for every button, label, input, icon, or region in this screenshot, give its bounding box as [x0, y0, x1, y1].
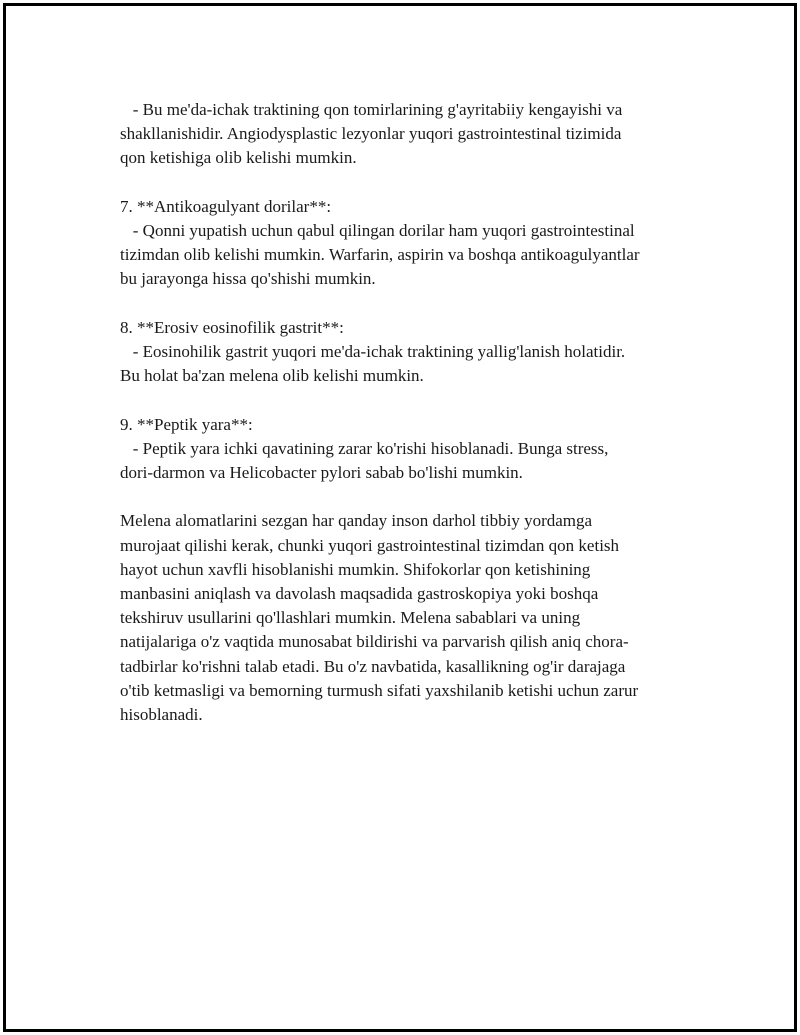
paragraph-gap	[120, 485, 700, 509]
list-item-9	[120, 413, 700, 486]
angiodysplasia-paragraph	[120, 98, 700, 171]
text-line: Melena alomatlarini sezgan har qanday inson darhol tibbiy yordamga	[120, 511, 593, 531]
paragraph-gap	[120, 292, 700, 316]
text-line: tadbirlar ko'rishni talab etadi. Bu o'z navbatida, kasallikning og'ir darajaga	[120, 656, 626, 676]
paragraph-gap	[120, 171, 700, 195]
text-line: natijalariga o'z vaqtida munosabat bildirishi va parvarish qilish aniq chora-	[120, 632, 629, 652]
text-line: hisoblanadi.	[120, 705, 203, 725]
list-item-heading: 9. **Peptik yara**:	[120, 414, 253, 434]
text-line: shakllanishidir. Angiodysplastic lezyonlar yuqori gastrointestinal tizimida	[120, 124, 622, 144]
conclusion-paragraph	[120, 509, 700, 727]
text-line: manbasini aniqlash va davolash maqsadida gastroskopiya yoki boshqa	[120, 584, 599, 603]
text-line: tekshiruv usullarini qo'llashlari mumkin. Melena sabablari va uning	[120, 608, 581, 628]
text-line: bu jarayonga hissa qo'shishi mumkin.	[120, 269, 376, 289]
document-body	[120, 98, 700, 727]
paragraph-gap	[120, 388, 700, 412]
text-line: - Eosinohilik gastrit yuqori me'da-ichak traktining yallig'lanish holatidir.	[120, 342, 626, 361]
text-line: qon ketishiga olib kelishi mumkin.	[120, 148, 357, 168]
document-page	[3, 3, 797, 1032]
list-item-7	[120, 195, 700, 292]
text-line: Bu holat ba'zan melena olib kelishi mumkin.	[120, 366, 424, 386]
text-line: murojaat qilishi kerak, chunki yuqori gastrointestinal tizimdan qon ketish	[120, 535, 620, 555]
list-item-heading: 7. **Antikoagulyant dorilar**:	[120, 196, 332, 216]
text-line: - Bu me'da-ichak traktining qon tomirlarining g'ayritabiiy kengayishi va	[120, 100, 623, 119]
text-line: - Qonni yupatish uchun qabul qilingan dorilar ham yuqori gastrointestinal	[120, 221, 635, 240]
text-line: o'tib ketmasligi va bemorning turmush sifati yaxshilanib ketishi uchun zarur	[120, 680, 639, 700]
text-line: - Peptik yara ichki qavatining zarar ko'rishi hisoblanadi. Bunga stress,	[120, 438, 609, 458]
list-item-heading: 8. **Erosiv eosinofilik gastrit**:	[120, 317, 344, 337]
list-item-8	[120, 316, 700, 389]
text-line: dori-darmon va Helicobacter pylori sabab bo'lishi mumkin.	[120, 463, 523, 482]
text-line: hayot uchun xavfli hisoblanishi mumkin. Shifokorlar qon ketishining	[120, 559, 591, 579]
text-line: tizimdan olib kelishi mumkin. Warfarin, aspirin va boshqa antikoagulyantlar	[120, 245, 640, 265]
